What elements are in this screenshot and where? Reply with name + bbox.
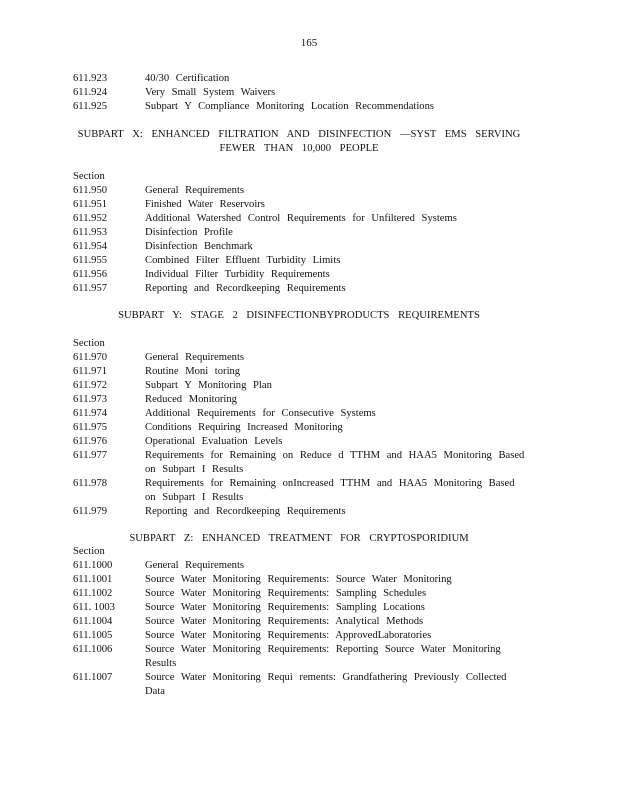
section-title: Individual Filter Turbidity Requirements bbox=[145, 269, 330, 280]
list-item bbox=[73, 671, 525, 699]
section-title: Conditions Requiring Increased Monitoring bbox=[145, 422, 343, 433]
section-number: 611.925 bbox=[73, 101, 108, 112]
section-title: Combined Filter Effluent Turbidity Limits bbox=[145, 255, 341, 266]
section-number: 611.1006 bbox=[73, 644, 113, 655]
list-item bbox=[73, 449, 525, 477]
section-title: Additional Requirements for Consecutive Systems bbox=[145, 408, 376, 419]
section-title: Routine Moni toring bbox=[145, 366, 241, 377]
list-item bbox=[73, 282, 525, 296]
section-number: 611.971 bbox=[73, 366, 108, 377]
section-title: Reporting and Recordkeeping Requirements bbox=[145, 283, 346, 294]
section-number: 611.1007 bbox=[73, 672, 113, 683]
list-item bbox=[73, 477, 525, 505]
subpart-x-heading bbox=[73, 128, 525, 156]
list-item bbox=[73, 365, 525, 379]
section-number: 611.1001 bbox=[73, 574, 113, 585]
section-number: 611.979 bbox=[73, 506, 108, 517]
section-title: Operational Evaluation Levels bbox=[145, 436, 283, 447]
section-label: Section bbox=[73, 546, 105, 557]
section-number: 611.973 bbox=[73, 394, 108, 405]
section-number: 611.977 bbox=[73, 450, 108, 461]
list-item bbox=[73, 240, 525, 254]
page-number: 165 bbox=[300, 37, 318, 49]
section-number: 611.954 bbox=[73, 241, 108, 252]
section-number: 611.1005 bbox=[73, 630, 113, 641]
section-number: 611.972 bbox=[73, 380, 108, 391]
section-number: 611. 1003 bbox=[73, 602, 115, 613]
list-item bbox=[73, 587, 525, 601]
list-item bbox=[73, 601, 525, 615]
section-title: Reduced Monitoring bbox=[145, 394, 237, 405]
subpart-z-section-list bbox=[73, 545, 525, 699]
list-item bbox=[73, 212, 525, 226]
section-title: Source Water Monitoring Requirements: ApprovedLaboratories bbox=[145, 630, 432, 641]
list-item bbox=[73, 393, 525, 407]
section-label: Section bbox=[73, 338, 105, 349]
section-number: 611.955 bbox=[73, 255, 108, 266]
list-item bbox=[73, 100, 525, 114]
section-title: 40/30 Certification bbox=[145, 73, 230, 84]
section-number: 611.1002 bbox=[73, 588, 113, 599]
subpart-x-heading-line2: FEWER THAN 10,000 PEOPLE bbox=[219, 143, 379, 154]
section-label: Section bbox=[73, 171, 105, 182]
list-item bbox=[73, 407, 525, 421]
section-number: 611.956 bbox=[73, 269, 108, 280]
list-item bbox=[73, 643, 525, 671]
section-title: Very Small System Waivers bbox=[145, 87, 276, 98]
list-item bbox=[73, 435, 525, 449]
section-number: 611.957 bbox=[73, 283, 108, 294]
section-title: Requirements for Remaining on Reduce d TTHM and HAA5 Monitoring Based on Subpart I Results bbox=[145, 450, 525, 475]
section-title: Disinfection Profile bbox=[145, 227, 233, 238]
section-title: Additional Watershed Control Requirements for Unfiltered Systems bbox=[145, 213, 457, 224]
section-number: 611.1000 bbox=[73, 560, 113, 571]
subpart-x-section-list bbox=[73, 170, 525, 296]
section-title: Source Water Monitoring Requi rements: Grandfathering Previously Collected Data bbox=[145, 672, 507, 697]
list-item bbox=[73, 379, 525, 393]
section-title: General Requirements bbox=[145, 352, 245, 363]
section-number: 611.976 bbox=[73, 436, 108, 447]
list-item bbox=[73, 573, 525, 587]
section-number: 611.978 bbox=[73, 478, 108, 489]
section-number: 611.923 bbox=[73, 73, 108, 84]
section-title: Source Water Monitoring Requirements: Reporting Source Water Monitoring Results bbox=[145, 644, 501, 669]
section-number: 611.975 bbox=[73, 422, 108, 433]
list-item bbox=[73, 72, 525, 86]
section-title: Source Water Monitoring Requirements: Analytical Methods bbox=[145, 616, 424, 627]
list-item bbox=[73, 254, 525, 268]
list-item bbox=[73, 351, 525, 365]
top-section-list bbox=[73, 72, 525, 114]
list-item bbox=[73, 421, 525, 435]
section-number: 611.970 bbox=[73, 352, 108, 363]
section-title: Requirements for Remaining onIncreased TTHM and HAA5 Monitoring Based on Subpart I Results bbox=[145, 478, 515, 503]
section-title: Source Water Monitoring Requirements: Source Water Monitoring bbox=[145, 574, 452, 585]
list-item bbox=[73, 226, 525, 240]
list-item bbox=[73, 198, 525, 212]
subpart-y-heading: SUBPART Y: STAGE 2 DISINFECTIONBYPRODUCTS REQUIREMENTS bbox=[118, 310, 480, 321]
list-item bbox=[73, 86, 525, 100]
section-title: General Requirements bbox=[145, 560, 245, 571]
section-title: Reporting and Recordkeeping Requirements bbox=[145, 506, 346, 517]
list-item bbox=[73, 629, 525, 643]
list-item bbox=[73, 184, 525, 198]
section-title: Finished Water Reservoirs bbox=[145, 199, 265, 210]
subpart-z-heading: SUBPART Z: ENHANCED TREATMENT FOR CRYPTOSPORIDIUM bbox=[129, 533, 469, 544]
section-number: 611.974 bbox=[73, 408, 108, 419]
section-number: 611.953 bbox=[73, 227, 108, 238]
section-number: 611.950 bbox=[73, 185, 108, 196]
section-title: Source Water Monitoring Requirements: Sampling Locations bbox=[145, 602, 425, 613]
list-item bbox=[73, 268, 525, 282]
list-item bbox=[73, 615, 525, 629]
list-item bbox=[73, 559, 525, 573]
section-title: Disinfection Benchmark bbox=[145, 241, 253, 252]
section-title: General Requirements bbox=[145, 185, 245, 196]
section-title: Subpart Y Compliance Monitoring Location Recommendations bbox=[145, 101, 435, 112]
subpart-x-heading-line1: SUBPART X: ENHANCED FILTRATION AND DISINFECTION —SYST EMS SERVING bbox=[77, 129, 521, 140]
section-number: 611.952 bbox=[73, 213, 108, 224]
section-title: Source Water Monitoring Requirements: Sampling Schedules bbox=[145, 588, 427, 599]
section-title: Subpart Y Monitoring Plan bbox=[145, 380, 272, 391]
list-item bbox=[73, 505, 525, 519]
section-number: 611.1004 bbox=[73, 616, 113, 627]
subpart-y-section-list bbox=[73, 337, 525, 519]
section-number: 611.951 bbox=[73, 199, 108, 210]
section-number: 611.924 bbox=[73, 87, 108, 98]
